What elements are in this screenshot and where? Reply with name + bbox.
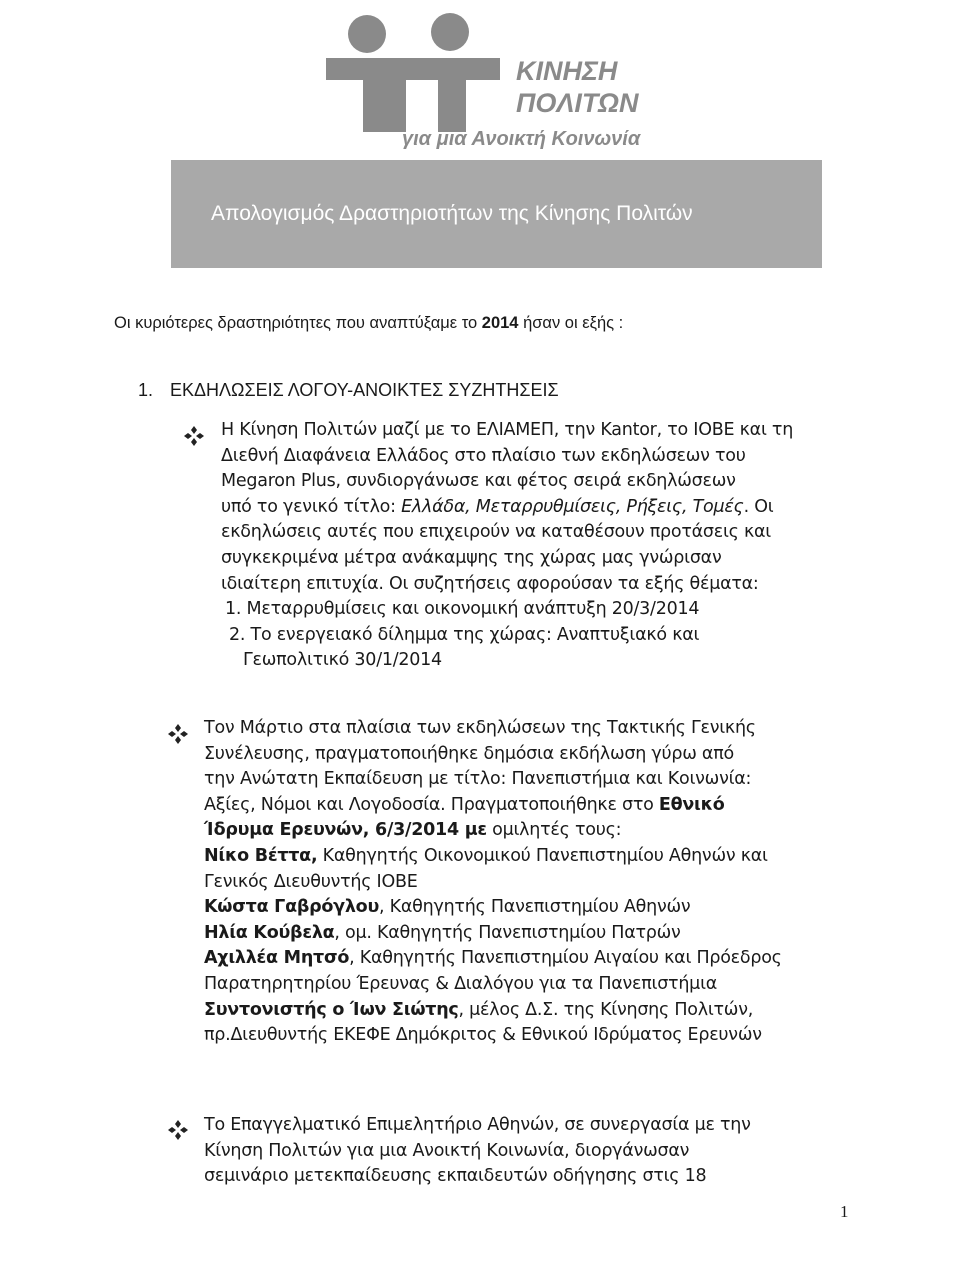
speaker-name: Ηλία Κούβελα — [204, 922, 335, 943]
speaker-line — [204, 946, 864, 972]
text-line — [204, 793, 864, 819]
text-line: Παρατηρητηρίου Έρευνας & Διαλόγου για τα Πανεπιστήμια — [204, 973, 718, 994]
page-number: 1 — [840, 1202, 849, 1221]
intro-after: ήσαν οι εξής : — [518, 314, 624, 332]
logo-line-3: για μια Ανοικτή Κοινωνία — [402, 128, 641, 150]
speaker-role: , Καθηγητής Πανεπιστημίου Αιγαίου και Πρόεδρος — [349, 948, 782, 969]
speaker-name: Νίκο Βέττα, — [204, 845, 318, 866]
text-span: υπό το γενικό τίτλο: — [221, 496, 402, 517]
document-title: Απολογισμός Δραστηριοτήτων της Κίνησης Πολιτών — [211, 202, 693, 225]
section-heading — [138, 380, 559, 401]
text-line: Διεθνή Διαφάνεια Ελλάδος στο πλαίσιο των εκδηλώσεων του — [221, 445, 746, 466]
bullet-item-1 — [221, 418, 861, 674]
text-span: Αξίες, Νόμοι και Λογοδοσία. Πραγματοποιήθηκε στο — [204, 794, 659, 815]
speaker-role: , μέλος Δ.Σ. της Κίνησης Πολιτών, — [458, 999, 754, 1020]
text-line: Γενικός Διευθυντής ΙΟΒΕ — [204, 871, 418, 892]
speaker-role: , Καθηγητής Πανεπιστημίου Αθηνών — [379, 897, 691, 918]
text-line: Κίνηση Πολιτών για μια Ανοικτή Κοινωνία, διοργάνωσαν — [204, 1140, 690, 1161]
intro-text — [114, 314, 623, 333]
numbered-topic-1: 1. Μεταρρυθμίσεις και οικονομική ανάπτυξη 20/3/2014 — [225, 599, 700, 620]
text-line: εκδηλώσεις αυτές που επιχειρούν να καταθέσουν προτάσεις και — [221, 522, 771, 543]
kinisi-politon-logo — [318, 12, 648, 162]
coordinator-name: Συντονιστής ο Ίων Σιώτης — [204, 999, 459, 1020]
text-line — [221, 495, 861, 521]
intro-year: 2014 — [481, 314, 519, 332]
title-banner — [171, 160, 822, 268]
intro-before: Οι κυριότερες δραστηριότητες που αναπτύξαμε το — [114, 314, 482, 332]
diamond-bullet-icon — [166, 722, 190, 746]
logo-line-2: ΠΟΛΙΤΩΝ — [516, 88, 639, 118]
event-series-title: Ελλάδα, Μεταρρυθμίσεις, Ρήξεις, Τομές — [401, 496, 744, 517]
numbered-topic-2: 2. Το ενεργειακό δίλημμα της χώρας: Αναπτυξιακό και — [229, 624, 700, 645]
speaker-line — [204, 844, 864, 870]
bullet-item-3 — [204, 1113, 864, 1190]
speaker-role: Καθηγητής Οικονομικού Πανεπιστημίου Αθηνών και — [317, 845, 768, 866]
speaker-line — [204, 895, 864, 921]
bullet-item-2 — [204, 716, 864, 1049]
text-line — [204, 818, 864, 844]
text-line: ιδιαίτερη επιτυχία. Οι συζητήσεις αφορούσαν τα εξής θέματα: — [221, 573, 759, 594]
speaker-line — [204, 921, 864, 947]
text-span: ομιλητές τους: — [486, 820, 622, 841]
text-line: Συνέλευσης, πραγματοποιήθηκε δημόσια εκδήλωση γύρω από — [204, 743, 734, 764]
bold-span: Ίδρυμα Ερευνών, 6/3/2014 με — [204, 820, 487, 841]
logo-line-1: ΚΙΝΗΣΗ — [516, 56, 618, 86]
bold-span: Εθνικό — [658, 794, 725, 815]
speaker-role: , ομ. Καθηγητής Πανεπιστημίου Πατρών — [334, 922, 681, 943]
text-line: πρ.Διευθυντής ΕΚΕΦΕ Δημόκριτος & Εθνικού Ιδρύματος Ερευνών — [204, 1025, 762, 1046]
text-line: Megaron Plus, συνδιοργάνωσε και φέτος σειρά εκδηλώσεων — [221, 471, 736, 492]
text-line: Τον Μάρτιο στα πλαίσια των εκδηλώσεων της Τακτικής Γενικής — [204, 718, 756, 738]
diamond-bullet-icon — [182, 424, 206, 448]
text-line: Η Κίνηση Πολιτών μαζί με το ΕΛΙΑΜΕΠ, την Kantor, το ΙΟΒΕ και τη — [221, 420, 794, 440]
speaker-line — [204, 998, 864, 1024]
section-number: 1. — [138, 380, 154, 400]
text-span: . Οι — [743, 496, 774, 517]
text-line: την Ανώτατη Εκπαίδευση με τίτλο: Πανεπιστήμια και Κοινωνία: — [204, 769, 752, 790]
text-line: σεμινάριο μετεκπαίδευσης εκπαιδευτών οδήγησης στις 18 — [204, 1166, 707, 1187]
text-line: Γεωπολιτικό 30/1/2014 — [243, 650, 442, 671]
text-line: Το Επαγγελματικό Επιμελητήριο Αθηνών, σε συνεργασία με την — [204, 1115, 751, 1135]
text-line: συγκεκριμένα μέτρα ανάκαμψης της χώρας μας γνώρισαν — [221, 547, 722, 568]
speaker-name: Αχιλλέα Μητσό — [204, 948, 350, 969]
speaker-name: Κώστα Γαβρόγλου — [204, 897, 380, 918]
diamond-bullet-icon — [166, 1118, 190, 1142]
section-title: ΕΚΔΗΛΩΣΕΙΣ ΛΟΓΟΥ-ΑΝΟΙΚΤΕΣ ΣΥΖΗΤΗΣΕΙΣ — [170, 380, 559, 400]
